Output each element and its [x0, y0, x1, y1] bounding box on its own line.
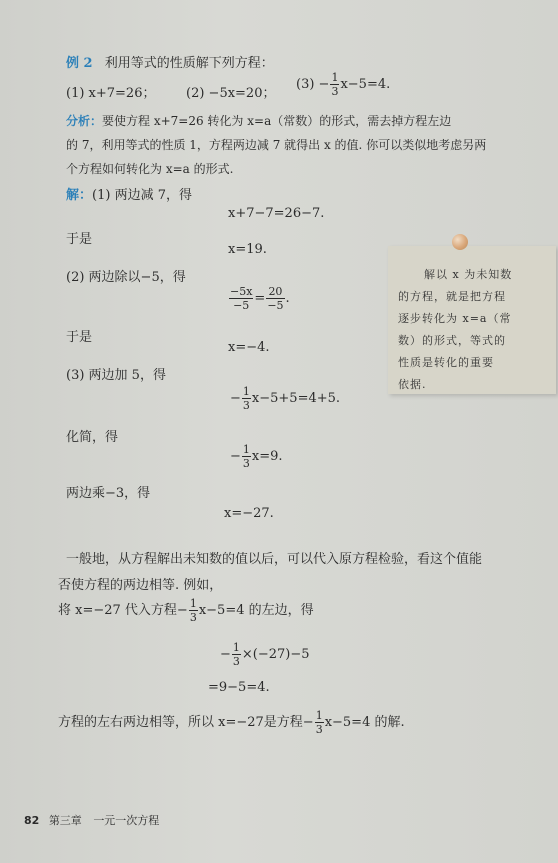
text-multiply: 两边乘−3，得: [66, 486, 151, 501]
note-line: 依据.: [398, 378, 427, 391]
result-1: x=19.: [228, 242, 267, 257]
equation-3: − $\frac{1}{3}$ x−5+5=4+5.: [230, 385, 341, 412]
page-number: 82: [24, 814, 40, 827]
example-label: 例 2: [66, 56, 93, 71]
solution-step-3: (3) 两边加 5，得: [66, 368, 166, 383]
example-title: 利用等式的性质解下列方程：: [104, 56, 274, 71]
equation-2: $\frac{-5x}{-5}$ = $\frac{20}{-5}$ .: [230, 285, 290, 312]
text-yushi-2: 于是: [66, 330, 93, 345]
problem-2: (2) −5x=20；: [186, 86, 276, 101]
check-conclusion: 方程的左右两边相等，所以 x=−27是方程− $\frac{1}{3}$ x−5=4 的解.: [58, 709, 405, 736]
check-calc-1: − $\frac{1}{3}$ ×(−27)−5: [220, 641, 310, 668]
note-line: 数）的形式，等式的: [398, 334, 506, 347]
analysis-line-3: 个方程如何转化为 x=a 的形式.: [66, 162, 234, 176]
equation-4: − $\frac{1}{3}$ x=9.: [230, 443, 283, 470]
equation-1: x+7−7=26−7.: [228, 206, 325, 221]
check-calc-2: =9−5=4.: [208, 680, 270, 695]
result-3: x=−27.: [224, 506, 274, 521]
analysis-line-2: 的 7，利用等式的性质 1，方程两边减 7 就得出 x 的值. 你可以类似地考虑另两: [66, 138, 487, 152]
result-2: x=−4.: [228, 340, 270, 355]
text-yushi-1: 于是: [66, 232, 93, 247]
note-line: 解以 x 为未知数: [424, 268, 513, 281]
analysis-line-1: 分析：要使方程 x+7=26 转化为 x=a（常数）的形式，需去掉方程左边: [66, 114, 452, 128]
chapter-label: 第三章: [48, 814, 82, 827]
check-line-3: 将 x=−27 代入方程− $\frac{1}{3}$ x−5=4 的左边，得: [58, 597, 314, 624]
note-line: 性质是转化的重要: [398, 356, 494, 369]
pushpin-icon: [452, 234, 468, 250]
note-line: 的方程，就是把方程: [398, 290, 506, 303]
solution-step-2: (2) 两边除以−5，得: [66, 270, 186, 285]
note-line: 逐步转化为 x=a（常: [398, 312, 512, 325]
page-footer: [24, 812, 159, 828]
problem-3: (3) − $\frac{1}{3}$ x−5=4.: [296, 71, 391, 98]
solution-label: 解：: [66, 188, 93, 203]
problem-1: (1) x+7=26；: [66, 86, 156, 101]
analysis-label: 分析：: [66, 114, 103, 128]
example-heading: [66, 52, 274, 71]
text-simplify: 化简，得: [66, 430, 119, 445]
chapter-title: 一元一次方程: [93, 814, 160, 827]
check-line-1: 一般地，从方程解出未知数的值以后，可以代入原方程检验，看这个值能: [66, 552, 483, 567]
check-line-2: 否使方程的两边相等. 例如，: [58, 578, 223, 593]
solution-step-1: 解：(1) 两边减 7，得: [66, 188, 192, 203]
